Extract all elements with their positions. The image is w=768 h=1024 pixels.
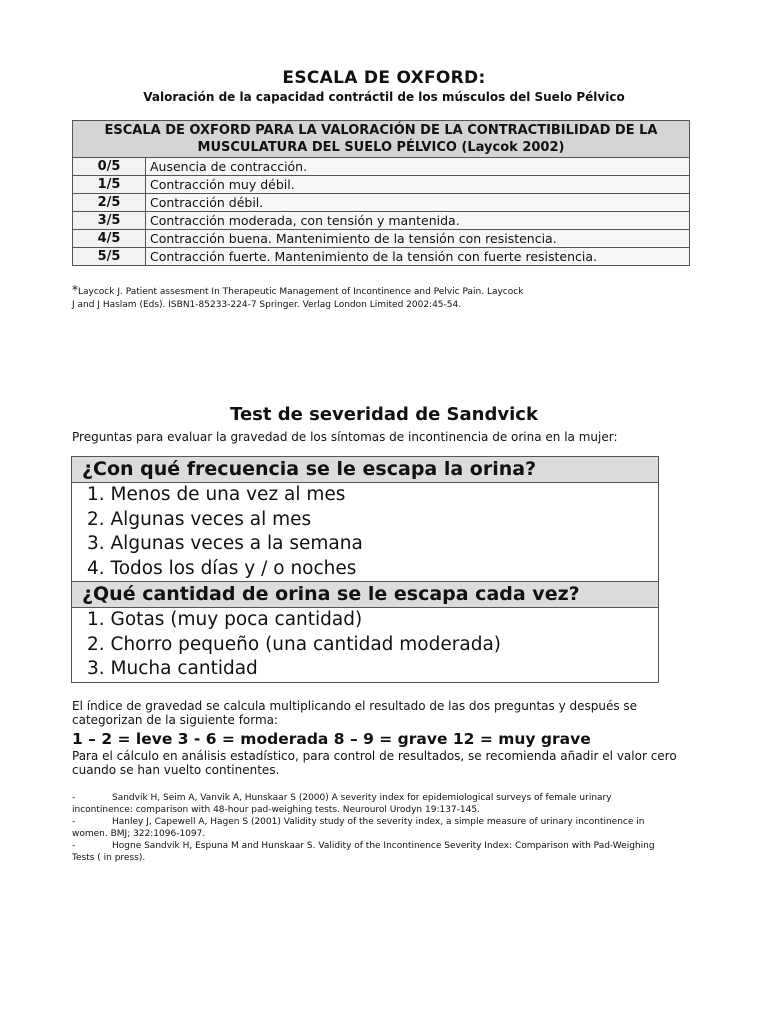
option-item: 1. Gotas (muy poca cantidad)	[72, 608, 659, 633]
description-cell: Contracción buena. Mantenimiento de la tensión con resistencia.	[146, 230, 690, 248]
description-cell: Contracción muy débil.	[146, 176, 690, 194]
reference-dash: -	[72, 817, 76, 827]
description-cell: Contracción débil.	[146, 194, 690, 212]
option-item: 3. Mucha cantidad	[72, 657, 659, 682]
grade-cell: 2/5	[73, 194, 146, 212]
grade-cell: 1/5	[73, 176, 146, 194]
reference-dash: -	[72, 793, 76, 803]
option-item: 3. Algunas veces a la semana	[72, 532, 659, 557]
oxford-reference	[72, 284, 632, 311]
table-row	[73, 176, 690, 194]
grade-cell: 3/5	[73, 212, 146, 230]
option-item: 2. Chorro pequeño (una cantidad moderada)	[72, 633, 659, 658]
option-item: 4. Todos los días y / o noches	[72, 557, 659, 582]
grade-cell: 4/5	[73, 230, 146, 248]
reference-text: Sandvik H, Seim A, Vanvik A, Hunskaar S (2000) A severity index for epidemiological surveys of female urinary incontinence: comparison with 48-hour pad-weighing tests. Neurourol Urodyn 19:137-145.	[72, 793, 612, 815]
oxford-table-header: ESCALA DE OXFORD PARA LA VALORACIÓN DE LA CONTRACTIBILIDAD DE LA MUSCULATURA DEL SUELO PÉLVICO (Laycok 2002)	[73, 121, 690, 158]
sandvick-table	[71, 456, 659, 683]
severity-explanation: El índice de gravedad se calcula multiplicando el resultado de las dos preguntas y después se categorizan de la siguiente forma:	[72, 699, 638, 727]
table-row	[73, 158, 690, 176]
footnote-star: *	[72, 283, 78, 297]
table-row	[73, 248, 690, 266]
reference-item	[72, 816, 672, 840]
severity-scale: 1 – 2 = leve 3 - 6 = moderada 8 – 9 = grave 12 = muy grave	[72, 730, 591, 748]
reference-line: Laycock J. Patient assesment In Therapeutic Management of Incontinence and Pelvic Pain. Laycock	[78, 287, 524, 297]
oxford-table	[72, 120, 690, 266]
statistical-note: Para el cálculo en análisis estadístico, para control de resultados, se recomienda añadir el valor cero cuando se han vuelto continentes.	[72, 749, 677, 777]
table-row	[73, 194, 690, 212]
sandvick-intro: Preguntas para evaluar la gravedad de los síntomas de incontinencia de orina en la mujer:	[72, 430, 618, 444]
grade-cell: 5/5	[73, 248, 146, 266]
oxford-subtitle: Valoración de la capacidad contráctil de los músculos del Suelo Pélvico	[143, 90, 625, 104]
description-cell: Contracción moderada, con tensión y mantenida.	[146, 212, 690, 230]
reference-line: J and J Haslam (Eds). ISBN1-85233-224-7 Springer. Verlag London Limited 2002:45-54.	[72, 299, 462, 310]
reference-item	[72, 792, 672, 816]
reference-item	[72, 840, 672, 864]
grade-cell: 0/5	[73, 158, 146, 176]
option-item: 1. Menos de una vez al mes	[72, 483, 659, 508]
reference-text: Hanley J, Capewell A, Hagen S (2001) Validity study of the severity index, a simple measure of urinary incontinence in women. BMJ; 322:1096-1097.	[72, 817, 645, 839]
table-row	[73, 212, 690, 230]
description-cell: Ausencia de contracción.	[146, 158, 690, 176]
reference-dash: -	[72, 841, 76, 851]
question-2: ¿Qué cantidad de orina se le escapa cada vez?	[72, 582, 659, 608]
references-list	[72, 792, 672, 864]
description-cell: Contracción fuerte. Mantenimiento de la tensión con fuerte resistencia.	[146, 248, 690, 266]
question-1: ¿Con qué frecuencia se le escapa la orina?	[72, 457, 659, 483]
sandvick-title: Test de severidad de Sandvick	[230, 404, 538, 425]
oxford-table-header-row	[73, 121, 690, 158]
table-row	[73, 230, 690, 248]
option-item: 2. Algunas veces al mes	[72, 508, 659, 533]
reference-text: Hogne Sandvik H, Espuna M and Hunskaar S. Validity of the Incontinence Severity Index: Comparison with Pad-Weighing Tests ( in press).	[72, 841, 655, 863]
oxford-title: ESCALA DE OXFORD:	[282, 68, 486, 88]
